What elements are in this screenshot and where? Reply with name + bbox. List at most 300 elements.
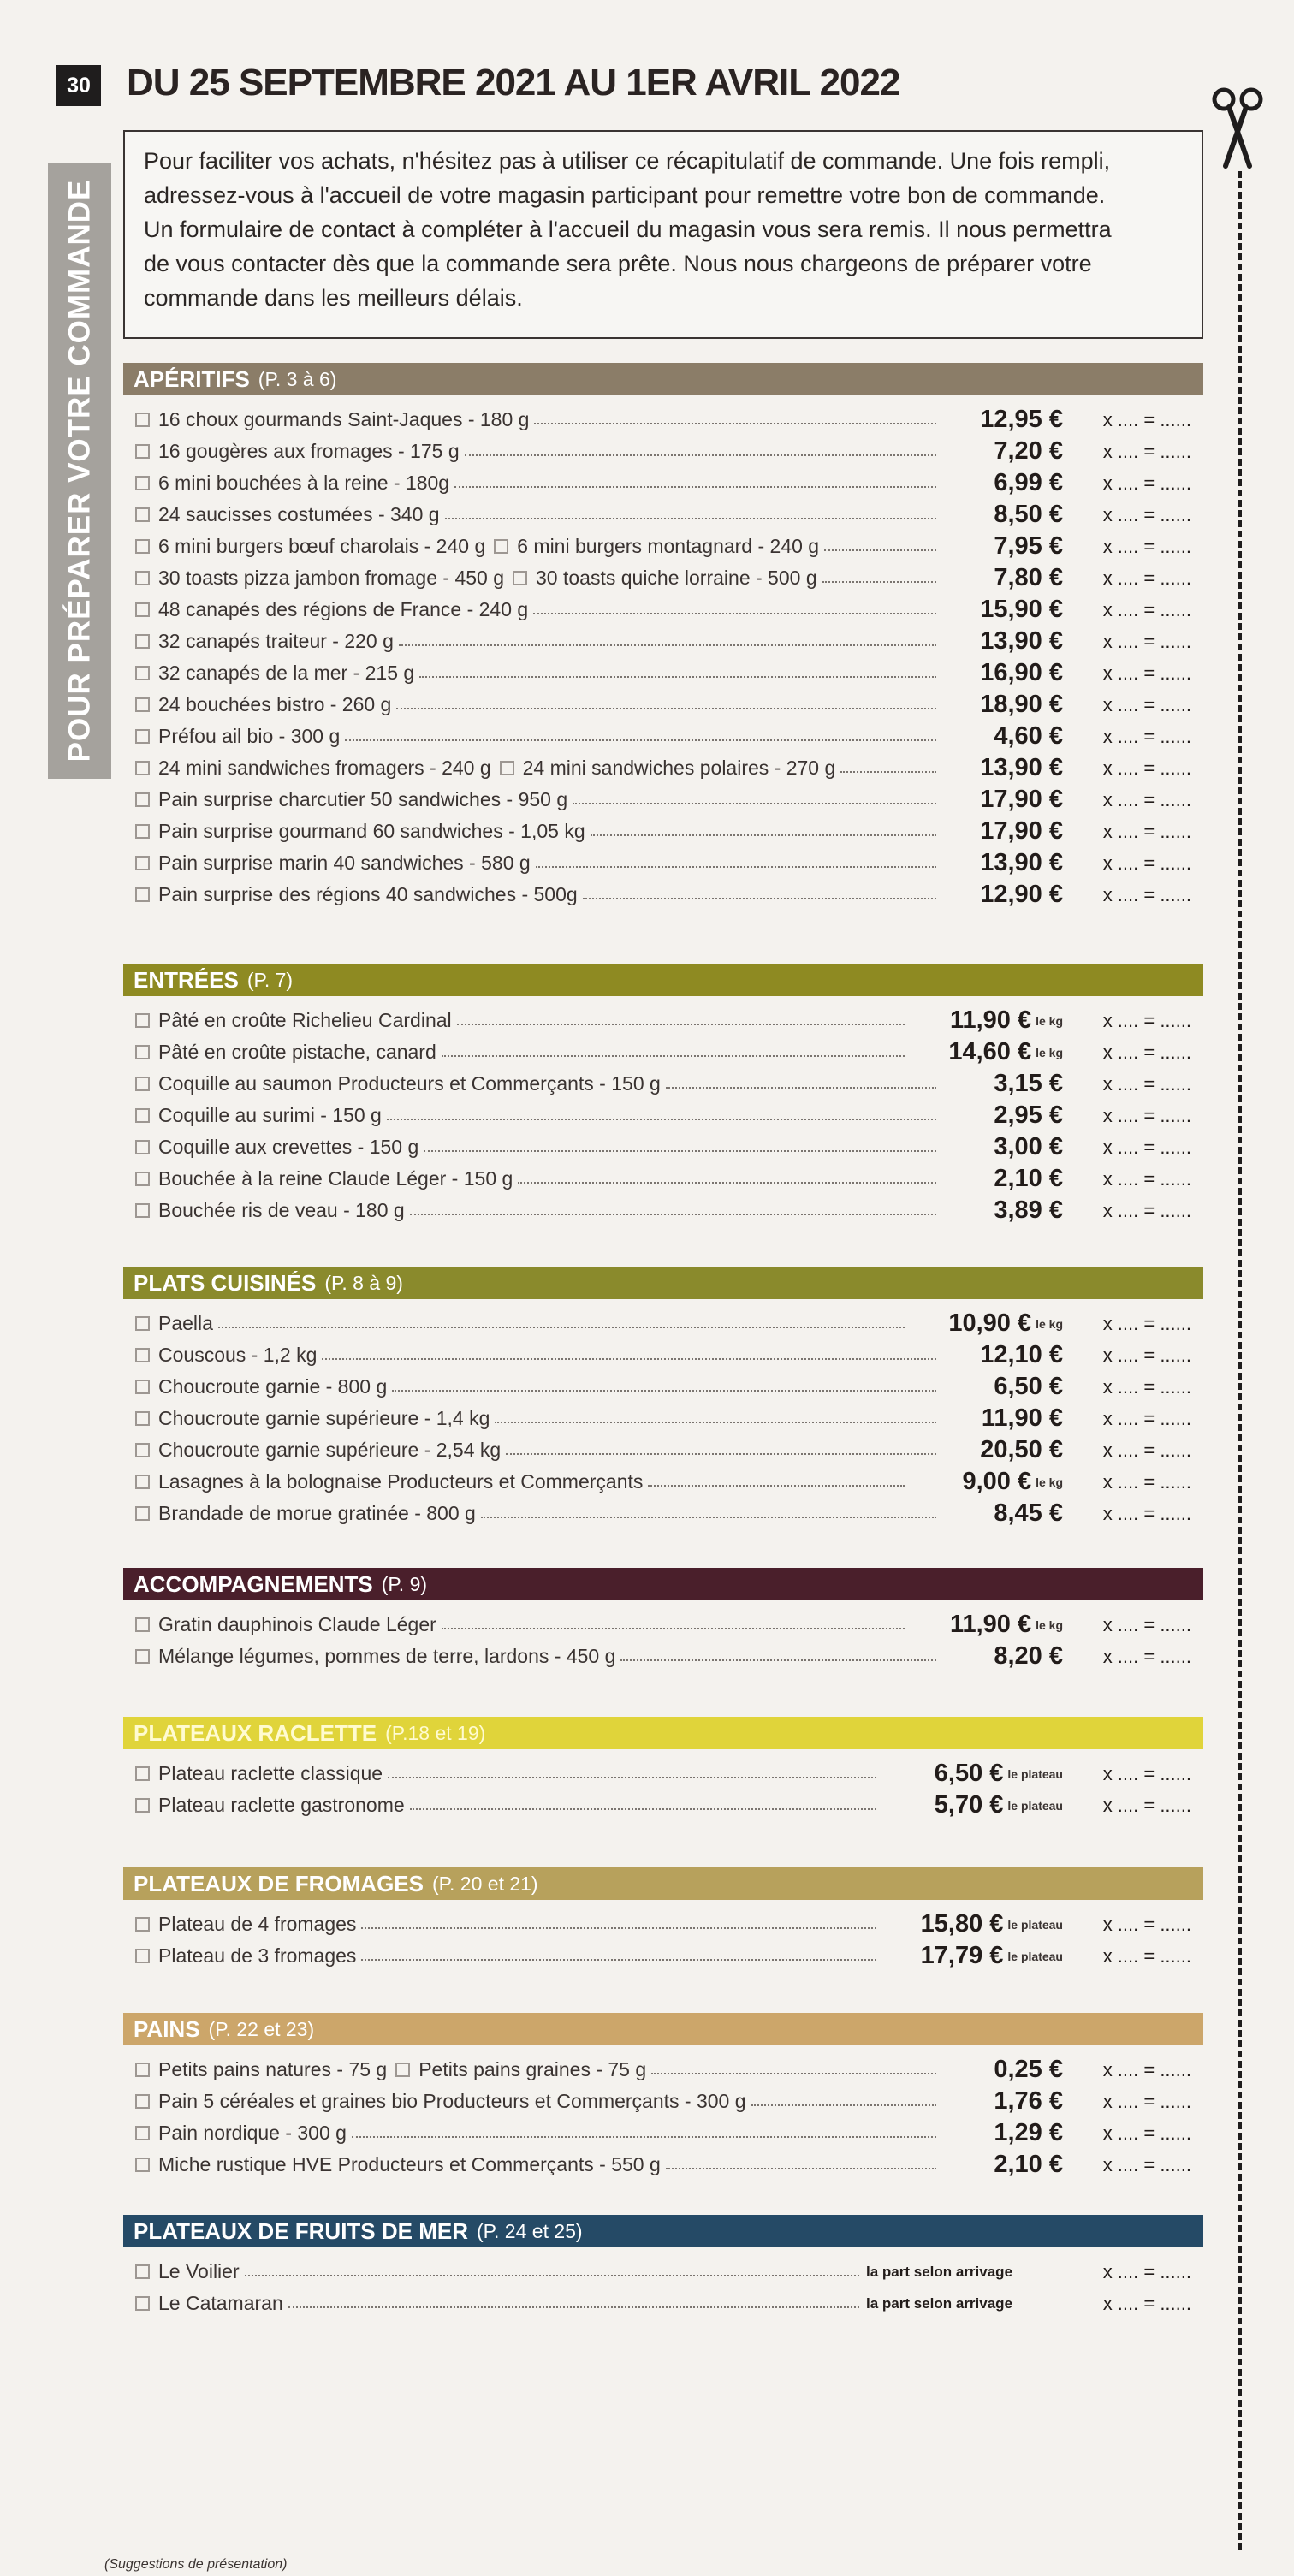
- checkbox[interactable]: [135, 2158, 150, 2172]
- product-label: Choucroute garnie supérieure - 2,54 kg: [158, 1439, 502, 1461]
- checkbox[interactable]: [135, 1077, 150, 1091]
- product-label: Pain 5 céréales et graines bio Producteurs et Commerçants - 300 g: [158, 2090, 746, 2112]
- order-row: [123, 1403, 1203, 1434]
- price: 13,90 €: [980, 627, 1063, 655]
- quantity-field[interactable]: x .... = ......: [1102, 662, 1191, 684]
- product-label: Choucroute garnie - 800 g: [158, 1375, 388, 1398]
- leader-dots: [442, 1055, 905, 1057]
- leader-dots: [666, 1087, 936, 1089]
- price: 7,20 €: [994, 437, 1063, 465]
- leader-dots: [506, 1453, 936, 1455]
- section-fruits-de-mer: [123, 2215, 1203, 2319]
- leader-dots: [392, 1390, 936, 1392]
- order-row: [123, 2256, 1203, 2288]
- order-row: [123, 467, 1203, 499]
- order-row: [123, 1758, 1203, 1790]
- quantity-field[interactable]: x .... = ......: [1102, 1944, 1191, 1967]
- price: 5,70 €: [934, 1791, 1004, 1819]
- checkbox[interactable]: [135, 1045, 150, 1059]
- product-label: Petits pains natures - 75 g: [158, 2058, 388, 2080]
- order-row: [123, 847, 1203, 879]
- price: 6,99 €: [994, 469, 1063, 496]
- product-label: Coquille aux crevettes - 150 g: [158, 1136, 419, 1158]
- order-row: [123, 1131, 1203, 1163]
- leader-dots: [751, 2104, 936, 2106]
- quantity-field[interactable]: x .... = ......: [1102, 1439, 1191, 1461]
- price: 12,90 €: [980, 881, 1063, 908]
- checkbox[interactable]: [135, 792, 150, 807]
- price: 11,90 €: [981, 1404, 1063, 1432]
- quantity-field[interactable]: x .... = ......: [1102, 503, 1191, 525]
- quantity-field[interactable]: x .... = ......: [1102, 408, 1191, 430]
- leader-dots: [620, 1659, 936, 1661]
- quantity-field[interactable]: x .... = ......: [1102, 535, 1191, 557]
- section-title: PAINS: [134, 2015, 200, 2042]
- product-label: Pain surprise des régions 40 sandwiches - 500g: [158, 883, 578, 905]
- price: 18,90 €: [980, 691, 1063, 718]
- order-row: [123, 784, 1203, 816]
- product-label: 48 canapés des régions de France - 240 g: [158, 598, 529, 620]
- quantity-field[interactable]: x .... = ......: [1102, 1104, 1191, 1126]
- quantity-field[interactable]: x .... = ......: [1102, 440, 1191, 462]
- leader-dots: [534, 423, 936, 424]
- quantity-field[interactable]: x .... = ......: [1102, 567, 1191, 589]
- price: 12,95 €: [980, 406, 1063, 433]
- quantity-field[interactable]: x .... = ......: [1102, 1167, 1191, 1190]
- intro-box: [123, 130, 1203, 339]
- quantity-field[interactable]: x .... = ......: [1102, 1009, 1191, 1031]
- checkbox[interactable]: [135, 1506, 150, 1521]
- quantity-field[interactable]: x .... = ......: [1102, 1762, 1191, 1784]
- leader-dots: [419, 676, 936, 678]
- price: 7,95 €: [994, 532, 1063, 560]
- quantity-field[interactable]: x .... = ......: [1102, 1375, 1191, 1398]
- quantity-field[interactable]: x .... = ......: [1102, 1502, 1191, 1524]
- quantity-field[interactable]: x .... = ......: [1102, 883, 1191, 905]
- quantity-field[interactable]: x .... = ......: [1102, 1312, 1191, 1334]
- order-row: [123, 1434, 1203, 1466]
- order-row: [123, 2288, 1203, 2319]
- section-header: [123, 2215, 1203, 2247]
- quantity-field[interactable]: x .... = ......: [1102, 2292, 1191, 2314]
- price: 2,10 €: [994, 2151, 1063, 2178]
- product-label: Coquille au saumon Producteurs et Commerçants - 150 g: [158, 1072, 661, 1095]
- price-note: la part selon arrivage: [866, 2263, 1013, 2280]
- intro-line: Pour faciliter vos achats, n'hésitez pas à utiliser ce récapitulatif de commande. Une fois rempli,: [144, 148, 1111, 174]
- product-label: 16 choux gourmands Saint-Jaques - 180 g: [158, 408, 530, 430]
- price-unit: le plateau: [1007, 1766, 1063, 1781]
- page-number: 30: [56, 65, 101, 106]
- quantity-field[interactable]: x .... = ......: [1102, 2058, 1191, 2080]
- product-label-alt: 30 toasts quiche lorraine - 500 g: [536, 567, 817, 589]
- leader-dots: [457, 1024, 905, 1025]
- section-header: [123, 363, 1203, 395]
- price-unit: le kg: [1036, 1475, 1063, 1489]
- quantity-field[interactable]: x .... = ......: [1102, 598, 1191, 620]
- section-page-ref: (P. 3 à 6): [258, 367, 337, 390]
- leader-dots: [454, 486, 936, 488]
- quantity-field[interactable]: x .... = ......: [1102, 1645, 1191, 1667]
- quantity-field[interactable]: x .... = ......: [1102, 1470, 1191, 1493]
- section-title: APÉRITIFS: [134, 365, 250, 392]
- intro-line: adressez-vous à l'accueil de votre magasin participant pour remettre votre bon de commande.: [144, 182, 1106, 208]
- leader-dots: [322, 1358, 936, 1360]
- price-unit: le plateau: [1007, 1798, 1063, 1813]
- quantity-field[interactable]: x .... = ......: [1102, 1072, 1191, 1095]
- quantity-field[interactable]: x .... = ......: [1102, 2090, 1191, 2112]
- order-row: [123, 1100, 1203, 1131]
- section-title: PLATEAUX RACLETTE: [134, 1719, 377, 1746]
- section-accompagnements: [123, 1568, 1203, 1672]
- checkbox[interactable]: [135, 476, 150, 490]
- section-page-ref: (P. 24 et 25): [476, 2219, 583, 2242]
- order-row: [123, 1339, 1203, 1371]
- leader-dots: [388, 1777, 876, 1778]
- product-label: 6 mini burgers bœuf charolais - 240 g: [158, 535, 486, 557]
- product-label: Le Voilier: [158, 2260, 240, 2282]
- price: 8,45 €: [994, 1499, 1063, 1527]
- price: 7,80 €: [994, 564, 1063, 591]
- checkbox[interactable]: [135, 1649, 150, 1664]
- section-title: PLATEAUX DE FROMAGES: [134, 1870, 424, 1896]
- checkbox[interactable]: [135, 2264, 150, 2279]
- product-label: Pain surprise gourmand 60 sandwiches - 1,05 kg: [158, 820, 585, 842]
- order-row: [123, 1940, 1203, 1972]
- quantity-field[interactable]: x .... = ......: [1102, 2122, 1191, 2144]
- checkbox[interactable]: [135, 539, 150, 554]
- price: 2,95 €: [994, 1101, 1063, 1129]
- leader-dots: [648, 1485, 905, 1487]
- section-title: ACCOMPAGNEMENTS: [134, 1570, 373, 1597]
- quantity-field[interactable]: x .... = ......: [1102, 1041, 1191, 1063]
- checkbox[interactable]: [135, 1380, 150, 1394]
- checkbox[interactable]: [135, 1203, 150, 1218]
- price-unit: le plateau: [1007, 1949, 1063, 1963]
- price: 15,80 €: [920, 1910, 1004, 1938]
- order-row: [123, 499, 1203, 531]
- quantity-field[interactable]: x .... = ......: [1102, 1794, 1191, 1816]
- order-row: [123, 816, 1203, 847]
- checkbox[interactable]: [135, 666, 150, 680]
- quantity-field[interactable]: x .... = ......: [1102, 725, 1191, 747]
- leader-dots: [824, 549, 936, 551]
- checkbox[interactable]: [135, 761, 150, 775]
- price-unit: le kg: [1036, 1316, 1063, 1331]
- product-label: 6 mini bouchées à la reine - 180g: [158, 472, 450, 494]
- checkbox[interactable]: [135, 856, 150, 870]
- leader-dots: [396, 708, 936, 709]
- order-row: [123, 752, 1203, 784]
- leader-dots: [288, 2306, 859, 2308]
- leader-dots: [442, 1628, 905, 1629]
- product-label: Pain surprise marin 40 sandwiches - 580 g: [158, 852, 531, 874]
- leader-dots: [424, 1150, 936, 1152]
- product-label-alt: Petits pains graines - 75 g: [418, 2058, 647, 2080]
- product-label: Pâté en croûte Richelieu Cardinal: [158, 1009, 452, 1031]
- product-label: Choucroute garnie supérieure - 1,4 kg: [158, 1407, 490, 1429]
- order-row: [123, 1036, 1203, 1068]
- price: 9,00 €: [962, 1468, 1032, 1495]
- product-label: 30 toasts pizza jambon fromage - 450 g: [158, 567, 505, 589]
- price: 0,25 €: [994, 2056, 1063, 2083]
- leader-dots: [583, 898, 936, 899]
- checkbox[interactable]: [135, 2296, 150, 2311]
- section-title: ENTRÉES: [134, 966, 239, 993]
- product-label: Pain surprise charcutier 50 sandwiches - 950 g: [158, 788, 568, 810]
- price-unit: le plateau: [1007, 1917, 1063, 1932]
- order-row: [123, 1308, 1203, 1339]
- intro-line: Un formulaire de contact à compléter à l'accueil du magasin vous sera remis. Il nous permettra: [144, 217, 1112, 242]
- leader-dots: [495, 1422, 936, 1423]
- product-label: Plateau raclette classique: [158, 1762, 383, 1784]
- checkbox[interactable]: [135, 1949, 150, 1963]
- section-header: [123, 1568, 1203, 1600]
- leader-dots: [533, 613, 936, 614]
- checkbox[interactable]: [135, 1108, 150, 1123]
- leader-dots: [840, 771, 936, 773]
- checkbox[interactable]: [500, 761, 514, 775]
- price: 13,90 €: [980, 754, 1063, 781]
- checkbox[interactable]: [135, 1348, 150, 1362]
- product-label: Le Catamaran: [158, 2292, 283, 2314]
- leader-dots: [465, 454, 936, 456]
- product-label: 24 mini sandwiches fromagers - 240 g: [158, 757, 491, 779]
- section-fromages: [123, 1867, 1203, 1972]
- checkbox[interactable]: [395, 2063, 410, 2077]
- price: 14,60 €: [948, 1038, 1032, 1065]
- order-row: [123, 626, 1203, 657]
- product-label: 32 canapés traiteur - 220 g: [158, 630, 394, 652]
- quantity-field[interactable]: x .... = ......: [1102, 693, 1191, 715]
- quantity-field[interactable]: x .... = ......: [1102, 1407, 1191, 1429]
- order-row: [123, 531, 1203, 562]
- product-label: Bouchée ris de veau - 180 g: [158, 1199, 405, 1221]
- price: 10,90 €: [948, 1309, 1032, 1337]
- product-label: 32 canapés de la mer - 215 g: [158, 662, 415, 684]
- product-label: Bouchée à la reine Claude Léger - 150 g: [158, 1167, 513, 1190]
- product-label-alt: 24 mini sandwiches polaires - 270 g: [522, 757, 836, 779]
- leader-dots: [573, 803, 936, 804]
- price: 6,50 €: [934, 1760, 1004, 1787]
- intro-line: commande dans les meilleurs délais.: [144, 285, 523, 311]
- intro-line: de vous contacter dès que la commande sera prête. Nous nous chargeons de préparer votre: [144, 251, 1092, 276]
- checkbox[interactable]: [135, 1917, 150, 1932]
- leader-dots: [361, 1927, 876, 1929]
- price: 3,15 €: [994, 1070, 1063, 1097]
- price-note: la part selon arrivage: [866, 2294, 1013, 2312]
- checkbox[interactable]: [135, 887, 150, 902]
- product-label: Plateau de 4 fromages: [158, 1913, 357, 1935]
- price: 3,00 €: [994, 1133, 1063, 1160]
- price: 1,29 €: [994, 2119, 1063, 2146]
- section-header: [123, 1867, 1203, 1900]
- price: 8,20 €: [994, 1642, 1063, 1670]
- section-title: PLATEAUX DE FRUITS DE MER: [134, 2217, 468, 2244]
- order-row: [123, 1790, 1203, 1821]
- price: 15,90 €: [980, 596, 1063, 623]
- order-row: [123, 1195, 1203, 1226]
- section-entrees: [123, 964, 1203, 1226]
- checkbox[interactable]: [135, 1798, 150, 1813]
- checkbox[interactable]: [135, 507, 150, 522]
- product-label-alt: 6 mini burgers montagnard - 240 g: [517, 535, 820, 557]
- product-label: Plateau de 3 fromages: [158, 1944, 357, 1967]
- quantity-field[interactable]: x .... = ......: [1102, 852, 1191, 874]
- price: 8,50 €: [994, 501, 1063, 528]
- product-label: Mélange légumes, pommes de terre, lardons - 450 g: [158, 1645, 616, 1667]
- order-row: [123, 1068, 1203, 1100]
- section-plats: [123, 1267, 1203, 1529]
- price: 12,10 €: [980, 1341, 1063, 1368]
- quantity-field[interactable]: x .... = ......: [1102, 1199, 1191, 1221]
- product-label: Préfou ail bio - 300 g: [158, 725, 341, 747]
- section-page-ref: (P. 20 et 21): [431, 1872, 538, 1895]
- checkbox[interactable]: [135, 729, 150, 744]
- price: 6,50 €: [994, 1373, 1063, 1400]
- checkbox[interactable]: [513, 571, 527, 585]
- checkbox[interactable]: [135, 1316, 150, 1331]
- leader-dots: [245, 2275, 859, 2276]
- order-row: [123, 1163, 1203, 1195]
- checkbox[interactable]: [135, 1172, 150, 1186]
- order-row: [123, 1498, 1203, 1529]
- order-row: [123, 1371, 1203, 1403]
- quantity-field[interactable]: x .... = ......: [1102, 788, 1191, 810]
- checkbox[interactable]: [135, 602, 150, 617]
- section-page-ref: (P.18 et 19): [385, 1721, 486, 1744]
- side-label-band: [48, 163, 111, 779]
- order-row: [123, 2054, 1203, 2086]
- section-header: [123, 2013, 1203, 2045]
- order-row: [123, 1609, 1203, 1641]
- section-pains: [123, 2013, 1203, 2181]
- order-row: [123, 1466, 1203, 1498]
- quantity-field[interactable]: x .... = ......: [1102, 2260, 1191, 2282]
- leader-dots: [481, 1517, 936, 1518]
- cut-line: [1238, 171, 1242, 2550]
- section-page-ref: (P. 8 à 9): [324, 1271, 403, 1294]
- product-label: Plateau raclette gastronome: [158, 1794, 405, 1816]
- quantity-field[interactable]: x .... = ......: [1102, 757, 1191, 779]
- price: 17,90 €: [980, 817, 1063, 845]
- price-unit: le kg: [1036, 1045, 1063, 1059]
- checkbox[interactable]: [135, 1013, 150, 1028]
- checkbox[interactable]: [135, 2063, 150, 2077]
- price: 20,50 €: [980, 1436, 1063, 1463]
- leader-dots: [591, 834, 936, 836]
- leader-dots: [536, 866, 936, 868]
- order-row: [123, 879, 1203, 911]
- product-label: Gratin dauphinois Claude Léger: [158, 1613, 436, 1635]
- leader-dots: [218, 1327, 905, 1328]
- checkbox[interactable]: [135, 697, 150, 712]
- side-label: POUR PRÉPARER VOTRE COMMANDE: [62, 179, 97, 763]
- quantity-field[interactable]: x .... = ......: [1102, 1136, 1191, 1158]
- price: 11,90 €: [949, 1611, 1032, 1638]
- checkbox[interactable]: [135, 634, 150, 649]
- price: 4,60 €: [994, 722, 1063, 750]
- leader-dots: [399, 644, 936, 646]
- price: 1,76 €: [994, 2087, 1063, 2115]
- checkbox[interactable]: [135, 2126, 150, 2140]
- product-label: Coquille au surimi - 150 g: [158, 1104, 382, 1126]
- order-row: [123, 689, 1203, 721]
- order-row: [123, 2086, 1203, 2117]
- section-header: [123, 964, 1203, 996]
- quantity-field[interactable]: x .... = ......: [1102, 472, 1191, 494]
- page-title: DU 25 SEPTEMBRE 2021 AU 1ER AVRIL 2022: [127, 62, 900, 104]
- leader-dots: [361, 1959, 876, 1961]
- leader-dots: [345, 739, 936, 741]
- product-label: Lasagnes à la bolognaise Producteurs et Commerçants: [158, 1470, 644, 1493]
- price: 11,90 €: [949, 1006, 1032, 1034]
- product-label: Miche rustique HVE Producteurs et Commerçants - 550 g: [158, 2153, 661, 2175]
- order-row: [123, 1641, 1203, 1672]
- quantity-field[interactable]: x .... = ......: [1102, 1344, 1191, 1366]
- price: 13,90 €: [980, 849, 1063, 876]
- leader-dots: [518, 1182, 936, 1184]
- leader-dots: [410, 1214, 936, 1215]
- price: 3,89 €: [994, 1196, 1063, 1224]
- order-row: [123, 1908, 1203, 1940]
- leader-dots: [651, 2073, 936, 2074]
- leader-dots: [387, 1119, 936, 1120]
- checkbox[interactable]: [135, 2094, 150, 2109]
- section-raclette: [123, 1717, 1203, 1821]
- section-title: PLATS CUISINÉS: [134, 1269, 317, 1296]
- product-label: 24 bouchées bistro - 260 g: [158, 693, 392, 715]
- product-label: 24 saucisses costumées - 340 g: [158, 503, 440, 525]
- checkbox[interactable]: [135, 571, 150, 585]
- checkbox[interactable]: [135, 1617, 150, 1632]
- price: 17,79 €: [920, 1942, 1004, 1969]
- quantity-field[interactable]: x .... = ......: [1102, 1913, 1191, 1935]
- section-page-ref: (P. 7): [246, 968, 294, 991]
- quantity-field[interactable]: x .... = ......: [1102, 2153, 1191, 2175]
- checkbox[interactable]: [135, 413, 150, 427]
- product-label: Pâté en croûte pistache, canard: [158, 1041, 436, 1063]
- quantity-field[interactable]: x .... = ......: [1102, 1613, 1191, 1635]
- order-row: [123, 721, 1203, 752]
- quantity-field[interactable]: x .... = ......: [1102, 630, 1191, 652]
- checkbox[interactable]: [494, 539, 508, 554]
- product-label: Couscous - 1,2 kg: [158, 1344, 318, 1366]
- product-label: Pain nordique - 300 g: [158, 2122, 347, 2144]
- section-header: [123, 1267, 1203, 1299]
- checkbox[interactable]: [135, 1140, 150, 1154]
- leader-dots: [822, 581, 936, 583]
- product-label: 16 gougères aux fromages - 175 g: [158, 440, 460, 462]
- leader-dots: [410, 1808, 877, 1810]
- product-label: Paella: [158, 1312, 213, 1334]
- section-page-ref: (P. 9): [381, 1572, 428, 1595]
- price: 17,90 €: [980, 786, 1063, 813]
- price-unit: le kg: [1036, 1013, 1063, 1028]
- checkbox[interactable]: [135, 1411, 150, 1426]
- checkbox[interactable]: [135, 1475, 150, 1489]
- quantity-field[interactable]: x .... = ......: [1102, 820, 1191, 842]
- checkbox[interactable]: [135, 824, 150, 839]
- product-label: Brandade de morue gratinée - 800 g: [158, 1502, 476, 1524]
- checkbox[interactable]: [135, 444, 150, 459]
- order-row: [123, 1005, 1203, 1036]
- order-row: [123, 436, 1203, 467]
- checkbox[interactable]: [135, 1766, 150, 1781]
- section-header: [123, 1717, 1203, 1749]
- order-row: [123, 404, 1203, 436]
- checkbox[interactable]: [135, 1443, 150, 1457]
- leader-dots: [445, 518, 936, 519]
